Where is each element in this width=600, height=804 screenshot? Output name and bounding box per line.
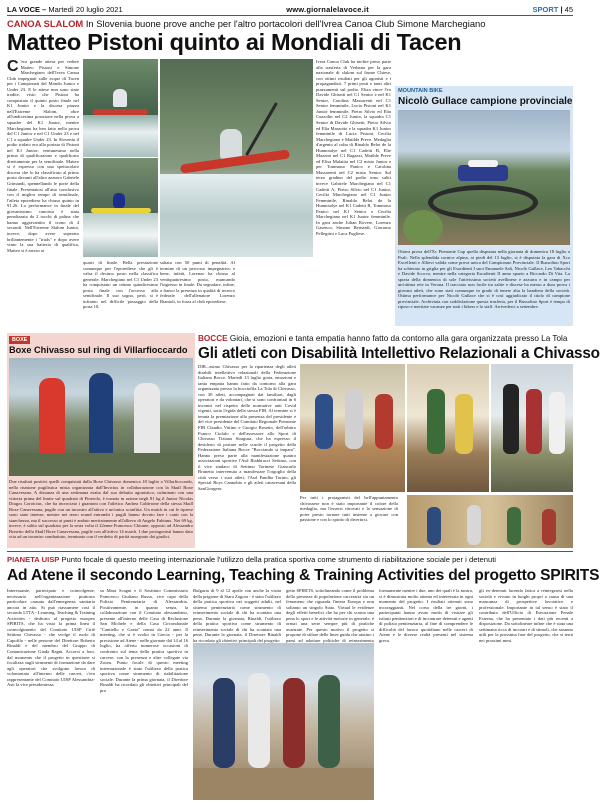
header-rule [7, 15, 573, 16]
main-article-col3: saltata con 50 punti di penalità. Al termine di un percorso impegnativo e bene, infatti, Lorenzo ha chiuso al ventiquattresimo posto, mancando l'ingresso in finale. Da segnalare, infine, a fianco la presenza in qualità di tecnico federale dell'allenatore Lorenzo Bianioli, in forza al club eporediese. [160, 260, 235, 304]
pianeta-col4: getto SPIRITS, sottolineando come il problema della presenza di popolazione carceraria sia un fenomeno che riguarda l'intera Europa e non soltanto un singolo Stato. Virtual le evidenze degli effetti benefici che ha per chi sconta una pena lo sport e le attività motorie in generale, è ormai una serie sempre più di pratiche avanzate. Per questo motivo il progetto si propone di stilare delle linee guida che aiutino i paesi ad adottare politiche di reinserimento [286, 588, 374, 643]
boxe-title: Boxe Chivasso sul ring di Villarfioccardo [9, 345, 188, 355]
kayak-photo-1 [83, 59, 158, 157]
header-date: Martedì 20 luglio 2021 [48, 4, 123, 14]
pianeta-photo [193, 643, 374, 800]
header-url[interactable]: www.giornalelavoce.it [286, 4, 369, 14]
mountain-bike-tag: MOUNTAIN BIKE [398, 88, 443, 94]
main-article-col2: quarti di finale. Bella prestazione comunque per l'eporediese che gli è valsa il decimo posto nella classifica generale. Marchegiano nel C1 Under 23 ha conquistato un ottimo quindicesimo posto finale con l'accesso alla semifinale. Il suo sogno, però, si è infranto nel difficile passaggio della porta 10, [83, 260, 158, 310]
pianeta-col1: Interessante, partecipato e coinvolgente, necessario nell'organizzazione piuttosto particolare causata dall'emergenza sanitaria ancora in atto. Si può riassumere così il secondo LTTA - Learning, Teaching & Training Activities - dedicato al progetto europeo SPIRITS, che ha visto la prima linea il coinvolgimento del Comitato UISP Ciriè Settimo Chivasso - che svolge il ruolo di Capofila - nelle persone del Direttore Roberto Rinaldi e del membro del Gruppo di Comunicazione Giada Ragni. Accorsi a loro, dal momento che il progetto in questione si focalizza sugli strumenti di formazione da dare agli operatori che svolgono lavoro di volontariato all'interno delle carceri, c'era rappresentante del Comitato UISP Alessandria-Asti la vice presidentessa [7, 588, 95, 688]
bocce-col1: DIR...asimo Chivasso per la ripartenza degli atleti disabili intellettivo relazionali della Federazione Italiana Bocce. Martedì 13 luglio gioia, emozioni e tanta empatia hanno fatto da contorno alla gara organizzata presso la bocciofila La Tola di Chivasso, con 30 atleti, accompagnati dai familiari, dagli operatori e da volontari, che si sono confrontati in 6 incontri nel rispetto delle normative anti Covid vigenti, sotto l'egida della stessa FIB. Al termine si è tenuta la premiazione alla presenza del presidente e del vice presidente del Comitato Regionale Piemonte FIB Claudio Vittino e Giorgio Rosetto, dell'arbitro Franco Ciofalo e dell'assessore allo Sport di Chivasso Tiziana Siragusa, che ha espresso il desiderio di portare nelle scuole il progetto della Federazione Italiana Bocce "Bocciando si impara". Hanno preso parte alla manifestazione quattro associazioni sportive l'Asd Riabbracci Settimo, con il vice sindaco di Settimo Torinese Giancarlo Brunetto intervenuto a manifestare l'orgoglio della città verso i suoi atleti, l'Asd Pandha Torino, gli Special Boys Cannobio e gli atleti canavesani della SanGiorgese. [198, 364, 296, 492]
bocce-kicker: BOCCE Gioia, emozioni e tanta empatia hanno fatto da contorno alla gara organizzata presso La Tola [198, 334, 568, 343]
boxe-tag: BOXE [9, 336, 30, 344]
bocce-photo-3 [491, 364, 573, 492]
mountain-bike-photo [398, 110, 570, 245]
boxe-photo [9, 358, 193, 476]
mountain-bike-text: Ottava prova dell'Xc Piemonte Cup quella disputata nella giornata di domenica 18 luglio a Prali. Nella splendida cornice alpina, ai piedi del 13 luglio, si è disputata la gara di Xco Excellenti e Allievi valida come prova unica del Campionato Provinciale. Il Bussolino Sport ha schierato in griglia per gli Esordienti I suoi Emanuele Sali, Nicolò Gullace, Leo Tabacchi e Davide Scocco, mentre nella categoria Esordienti II anno spazio a Riccardo Di Vita. La sporta della domenica di sole l'attivissima società avellinese e azzurra e in campo per un'ottima rete in Verona. Il tracciato non facile tra salite e discese ha messo a dura prova i giovani atleti, che sono stati comunque in grado di tenere alta la bandiera della società. Ottima performance per Nicolò Gullace che si è così aggiudicato il titolo di campione provinciale. Archiviata con soddisfazione questa trasferta, per il Bussolino Sport è tempo di riposo e meritate vacanze per tutti i bikers e lo staff. Arrivederci a settembre. [398, 249, 570, 309]
section-rule [7, 551, 573, 552]
mountain-bike-title: Nicolò Gullace campione provinciale [398, 96, 573, 107]
kayak-photo-3 [160, 59, 313, 257]
newspaper-brand: LA VOCE – Martedì 20 luglio 2021 [7, 4, 123, 14]
bocce-photo-1 [300, 364, 405, 492]
main-article-col4: Ivrea Canoa Club ha inoltre preso parte alla trasferta di Verbano per la gara nazionale di slalom sul fiume Chiese, con ottimi risultati per gli agonisti e i propagandisti. 7 primi posti e tanti altri piazzamenti sul podio. Eliza vince l'ex Davide Ghisetti nel C1 Senior e nel K1 Senior, Carolina Massarenti nel C1 Senior femminile, Lucia Pistoni nel K1 Junior femminile, Pietro Silvio ed Elia Cuzzolin nel C2 Junior, la squadra C1 Senior di Davide Ghisetti, Pietro Silvio ed Elia Marzotto e la squadra K1 Junior femminile di Lucia Pistoni, Cecilia Marchegiano e Matilde Preve. Medaglia d'argento al cubo di Rinaldo Belot de la Hunnotalye nel C1 Cadetti B, Elie Mazzini nel C1 Ragazzi, Matilde Preve ed Elisa Malattia nel C2 misto Junior e per Tommaso Panico e Carolina Massarenti nel C2 misto Senior. Sul terzo gradino del podio sono saliti invece Gabriele Marchegiano nel C1 Cadetti A, Pietro Silvio nel C1 Junior, Cecilia Marchegiano nel C1 Junior Femminile, Rinaldo Belot de la Hunnotalye nel K1 Cadetti B, Tommaso Panico nel K1 Senior e Cecilia Marchegiano nel K1 Junior femminile. In gara anche Julian Rovere, Lorenzo Gasenco, Simone Bernardi, Giacomo Pellegrini e Luca Pugliese. [316, 59, 391, 236]
pianeta-col5: formamente mentre i due, uno dei quali è la nostra, si è dimostrata molto attenta ed interessata in ogni momento del progetto. I risultati ottenuti sono incoraggianti. Nel corso della tre giorni, i partecipanti hanno avuto modo di visitare gli istituti penitenziari e di incontrare detenuti e agenti di polizia penitenziaria, al fine di comprendere le difficoltà del lavoro quotidiano nelle carceri di Atene e le diverse realtà presenti nel sistema greco. [379, 588, 473, 643]
page-header [7, 3, 573, 15]
kayak-photo-2 [83, 158, 158, 257]
bocce-photo-2 [407, 364, 489, 492]
bocce-col2: Per tutti i protagonisti del bell'appuntamento chivassese non è stato importante il colore della medaglia, ma l'essersi ritrovati e la sensazione di poter presto tornare tutti insieme a giocare con passione e con lo spirito di divertirsi. [300, 495, 398, 523]
pianeta-headline: Ad Atene il secondo Learning, Teaching & Training Activities del progetto SPIRITS [7, 567, 600, 584]
bocce-headline: Gli atleti con Disabilità Intellettivo Relazionali a Chivasso [198, 345, 600, 362]
main-headline: Matteo Pistoni quinto ai Mondiali di Tacen [7, 29, 462, 55]
pianeta-col3: Bulgaria di 9 al 12 aprile con anche la visita della prigione di Stara Zagora - è stato l'utilizzo della pratica sportiva nei soggetti adulti, nel sistema penitenziario come strumento di reinserimento sociale di chi ha scontato una pena. Durante la giornata, Rinaldi, l'utilizzo della pratica sportiva come strumento di reinserimento sociale di chi ha scontato una pena. Durante la giornata, il Direttore Rinaldi ha ricordato gli obiettivi principali del progetto [193, 588, 281, 643]
bocce-photo-4 [407, 495, 573, 548]
boxe-text: Due risultati positivi quelli conquistati dalla Boxe Chivasso domenica 18 luglio a Villarfioccardo, nella riunione pugilistica mista organizzata dall'Invictus in collaborazione con la Skull Boxe Canavesana. A distanza di una settimana esatta dal suo debutto agonistico, culminato con una vittoria prima del limite sul quadrato di Pinerolo, è tornato in azione negli 81 kg il Junior Nicolas Dragos Coroiciuc, che ha incrociato i guantoni con l'atletico Andrea Calderone della stessa Skull Boxe Canavesana, pugile con un incontro all'attivo e un'unica sconfitta. Un match in cui le riprese sono state intense, mentre nei terzo round entrambi i pugili hanno dovuto fare i conti con la stanchezza, ma il successo ai punti è andato meritatamente all'allievo di Angelo Fabiano. Nei 69 kg, invece, è salito sul quadrato per la sesta volta il 22enne Francesco Chionte, opposto ad Alessandro Bonetto della Skull Boxe Canavesana, pugile con all'attivo 14 match. I due protagonisti hanno dato vita ad un incontro combattuto, terminato con il verdetto di parità assegnato dai giudici. [9, 479, 193, 539]
main-kicker: CANOA SLALOM In Slovenia buone prove anche per l'altro portacolori dell'Ivrea Canoa Club Simone Marchegiano [7, 18, 486, 29]
main-article-col1: C 'era grande attesa per vedere Matteo Pistoni e Simone Marchegiano dell'Ivrea Canoa Club impegnati sulle acque di Tacen per i Campionati del Mondo Junior e Under 23. E le attese non sono state tradite, visto che Pistoni ha conquistato il quinto posto finale nel K1 Junior e la discesa piazza nell'Extreme Slalom, oltre all'undicesima posizione nella prova a squadre del K1 Junior, mentre Marchegiano ha ben fatto nella prova del C1 Junior e nel C1 Under 23 e nel C1 a squadre Under 23. In Slovenia il podio iridato era alla portata di Pistoni nel K1 Junior: ventunesimo nella prima di qualificazione e qualificato direttamente per la semifinale, Matteo si è espresso con una spettacolare discesa che lo ha classificato al primo posto davanti all'altro azzurro Gabriele Grimandi, spennellando le porte della finale. Presentatosi all'atto conclusivo con il miglior tempo di semifinale, l'atleta eporediese ha chiuso quinto in 91.26. La performance in finale del giovanissimo canoista è stata penalizzata da 2 tocchi di palina che hanno aggravantito il crono di 4 secondi. Nell'Extreme Slalom Junior, invece, dopo avere superato brillantemente i "trials" e dopo avere vinto la sua batteria di qualifica, Matteo si è arreso ai [7, 58, 79, 253]
pianeta-col2: sa Mara Scagni e il Sostituto Commissario Francesco Giuliano Russo, vice capo della Polizia Penitenziaria di Alessandria. Positivamente, in quanto senza, la collaborazione con il Comitato alessandrino, presente all'interno delle Casa di Reclusione San Michele e della Casa Circondariale "Cantiello e Gaeta" ormai da 22 anni. Il meeting, che si è svolto in Grecia - per la precisione ad Atene - nelle giornate dal 14 al 16 luglio, ha offerto numerose occasioni di confronto sul tema della pratica sportiva in carcere, con la presenza e altre collegate via Zoom. Punto focale di questo meeting internazionale è stato l'utilizzo della pratica sportiva come strumento di riabilitazione sociale. Durante la prima giornata, il Direttore Rinaldi ha ricordato gli obiettivi principali del pro [100, 588, 188, 693]
pianeta-col6: gli ex-detenuti facendo fatica a reintegrarsi nella società e vivono in luoghi propri a causa di una mancanza di prospettive lavorative e professionale. Importante in tal senso è stato il contributo dell'Ufficio di Esecuzione Penale Esterna, che ha presentato i dati più recenti a disposizione. Da sottolineare infine che è stata una settimana ricca di incontri e di stimoli, che saranno utili per la prossima fase del progetto, che si terrà nei prossimi mesi. [479, 588, 573, 643]
page-number: 45 [564, 4, 573, 14]
pianeta-kicker: PIANETA UISP Punto focale di questo meeting internazionale l'utilizzo della pratica sportiva come strumento di riabilitazione sociale per i detenuti [7, 555, 496, 564]
section-label: SPORT | 45 [532, 4, 573, 14]
